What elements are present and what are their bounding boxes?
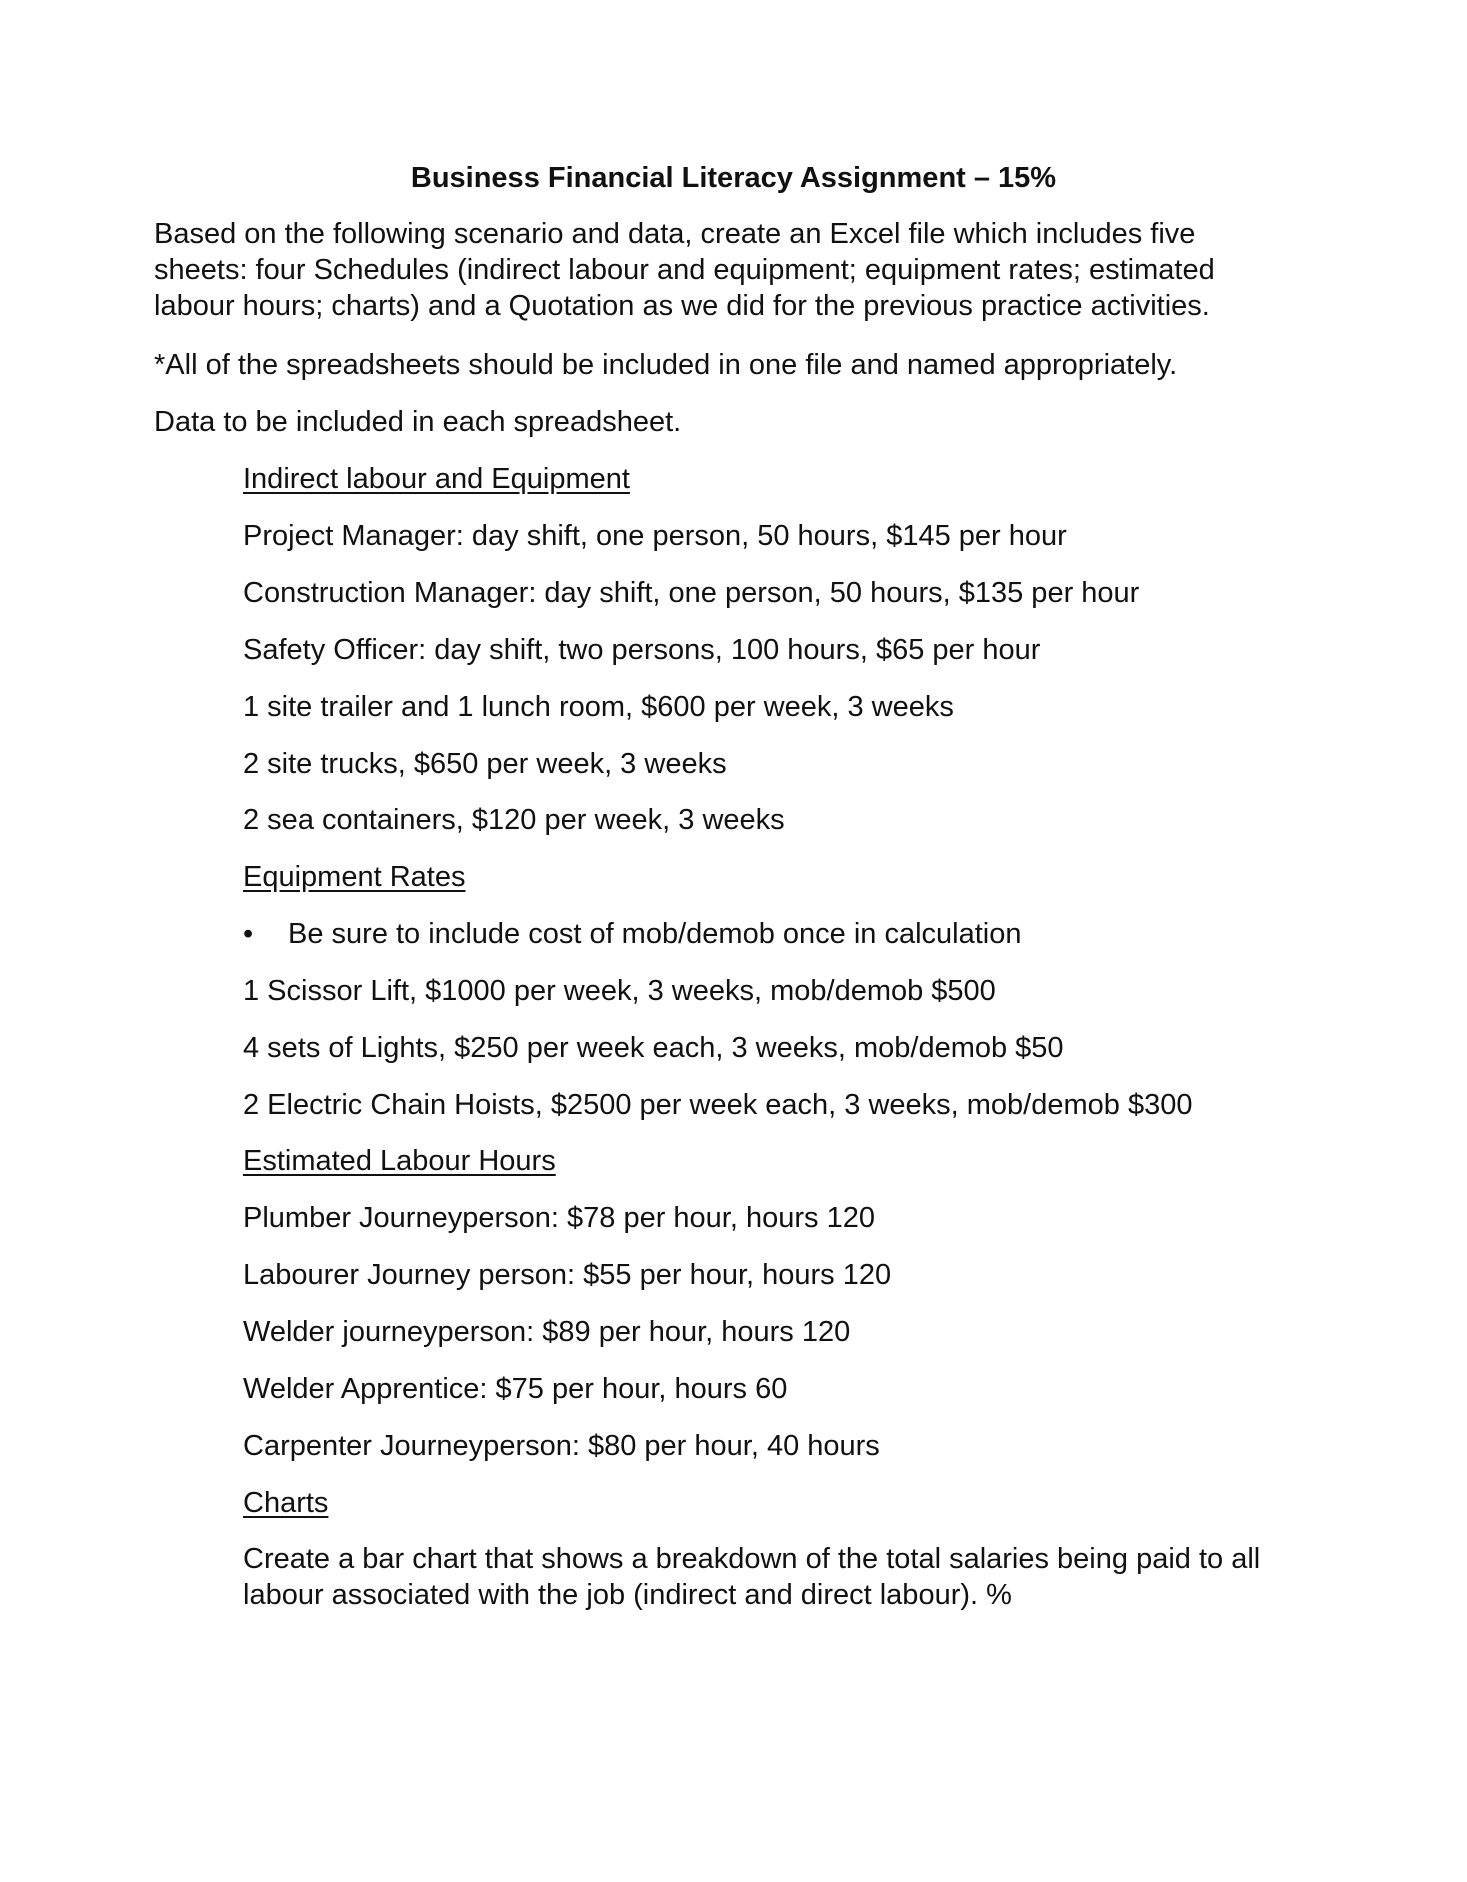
equipment-bullet: Be sure to include cost of mob/demob once in calculation <box>288 918 1022 950</box>
equipment-heading: Equipment Rates <box>243 861 466 893</box>
equipment-item: 2 Electric Chain Hoists, $2500 per week each, 3 weeks, mob/demob $300 <box>243 1089 1193 1121</box>
indirect-item: Project Manager: day shift, one person, 50 hours, $145 per hour <box>243 520 1067 552</box>
equipment-item: 1 Scissor Lift, $1000 per week, 3 weeks, mob/demob $500 <box>243 975 996 1007</box>
labour-heading: Estimated Labour Hours <box>243 1145 556 1177</box>
indirect-item: Construction Manager: day shift, one person, 50 hours, $135 per hour <box>243 577 1140 609</box>
indirect-item: Safety Officer: day shift, two persons, 100 hours, $65 per hour <box>243 634 1041 666</box>
indirect-item: 2 site trucks, $650 per week, 3 weeks <box>243 748 727 780</box>
data-intro: Data to be included in each spreadsheet. <box>154 406 682 438</box>
labour-item: Labourer Journey person: $55 per hour, hours 120 <box>243 1259 892 1291</box>
indirect-heading: Indirect labour and Equipment <box>243 463 630 495</box>
charts-paragraph: Create a bar chart that shows a breakdown of the total salaries being paid to all labour associated with the job (indirect and direct labour). % <box>243 1543 1261 1611</box>
labour-item: Welder journeyperson: $89 per hour, hours 120 <box>243 1316 851 1348</box>
note-paragraph: *All of the spreadsheets should be included in one file and named appropriately. <box>154 349 1178 381</box>
bullet-icon: • <box>243 918 254 950</box>
intro-paragraph: Based on the following scenario and data, create an Excel file which includes five sheets: four Schedules (indirect labour and equipment; equipment rates; estimated labour hours; charts) and a Quotation as we did for the previous practice activities. <box>154 218 1215 322</box>
labour-item: Welder Apprentice: $75 per hour, hours 60 <box>243 1373 788 1405</box>
indirect-item: 2 sea containers, $120 per week, 3 weeks <box>243 804 785 836</box>
document-title: Business Financial Literacy Assignment – 15% <box>410 162 1057 194</box>
labour-item: Plumber Journeyperson: $78 per hour, hours 120 <box>243 1202 875 1234</box>
charts-heading: Charts <box>243 1487 329 1519</box>
labour-item: Carpenter Journeyperson: $80 per hour, 40 hours <box>243 1430 880 1462</box>
indirect-item: 1 site trailer and 1 lunch room, $600 per week, 3 weeks <box>243 691 954 723</box>
equipment-item: 4 sets of Lights, $250 per week each, 3 weeks, mob/demob $50 <box>243 1032 1064 1064</box>
